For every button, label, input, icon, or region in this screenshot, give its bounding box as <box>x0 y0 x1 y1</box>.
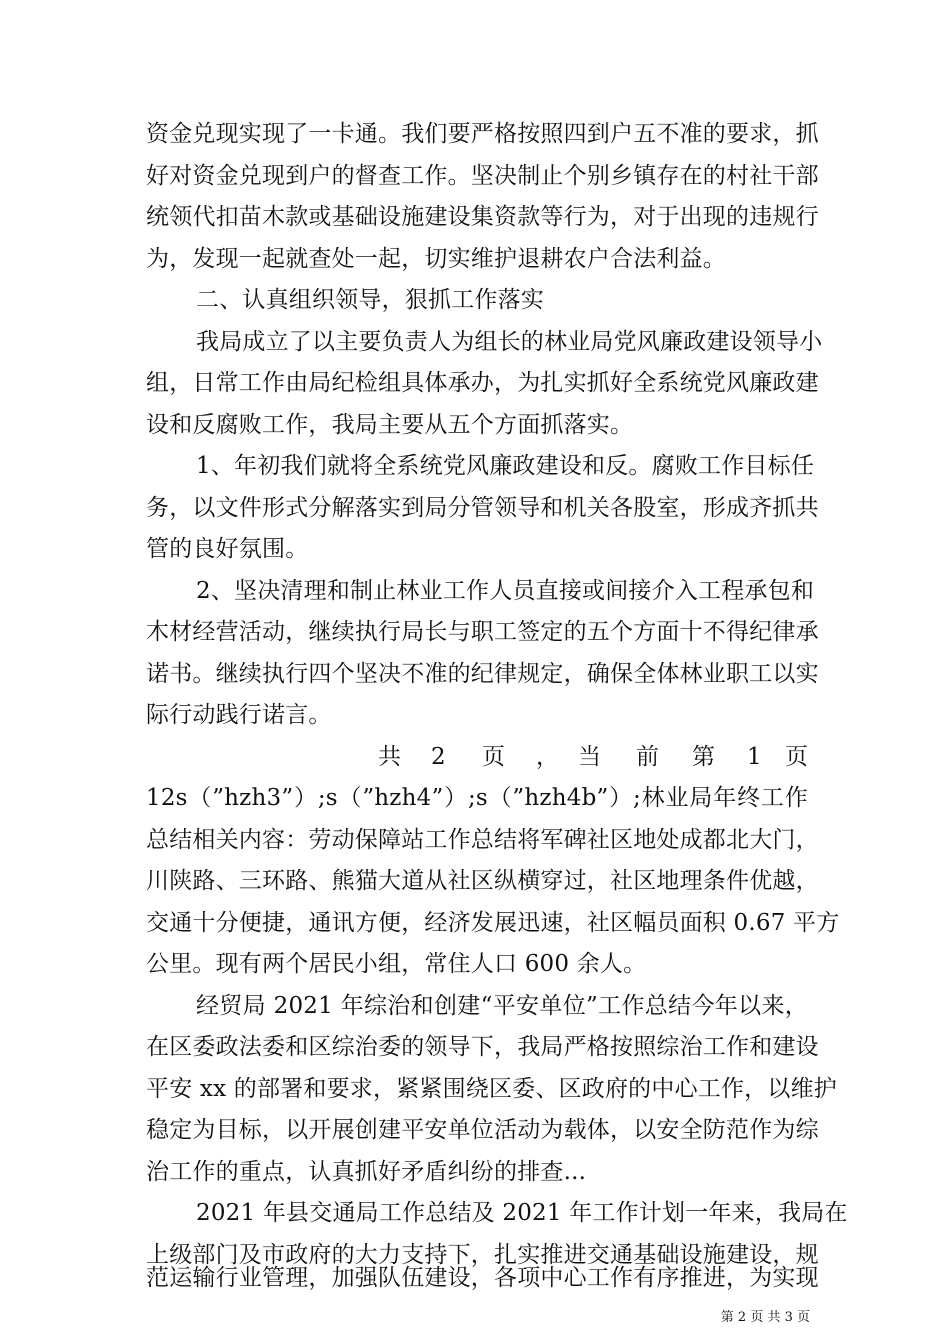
page-count-total-num: 2 <box>431 744 446 770</box>
page-count-comma: ， <box>536 744 559 770</box>
body-line: 川陕路、三环路、熊猫大道从社区纵横穿过，社区地理条件优越， <box>146 868 819 894</box>
page-count-current2: 前 <box>636 744 659 770</box>
body-line: 上级部门及市政府的大力支持下，扎实推进交通基础设施建设，规 <box>146 1242 819 1268</box>
body-line: 诺书。继续执行四个坚决不准的纪律规定，确保全体林业职工以实 <box>146 661 819 687</box>
body-line: 务，以文件形式分解落实到局分管领导和机关各股室，形成齐抓共 <box>146 495 819 521</box>
page-count-current: 当 <box>578 744 601 770</box>
body-line: 为，发现一起就查处一起，切实维护退耕农户合法利益。 <box>146 246 726 272</box>
body-line: 交通十分便捷，通讯方便，经济发展迅速，社区幅员面积 0.67 平方 <box>146 910 840 936</box>
body-line: 我局成立了以主要负责人为组长的林业局党风廉政建设领导小 <box>196 329 823 355</box>
body-line: 资金兑现实现了一卡通。我们要严格按照四到户五不准的要求，抓 <box>146 121 819 147</box>
body-line: 平安 xx 的部署和要求，紧紧围绕区委、区政府的中心工作，以维护 <box>146 1076 837 1102</box>
page-count-unit: 页 <box>482 744 505 770</box>
body-line: 组，日常工作由局纪检组具体承办，为扎实抓好全系统党风廉政建 <box>146 370 819 396</box>
body-line: 好对资金兑现到户的督查工作。坚决制止个别乡镇存在的村社干部 <box>146 163 819 189</box>
body-line: 治工作的重点，认真抓好矛盾纠纷的排查... <box>146 1159 587 1185</box>
body-line: 稳定为目标，以开展创建平安单位活动为载体，以安全防范作为综 <box>146 1117 819 1143</box>
page-count-ordinal: 第 <box>692 744 715 770</box>
body-line: 在区委政法委和区综治委的领导下，我局严格按照综治工作和建设 <box>146 1034 819 1060</box>
page-count-total: 共 <box>378 744 401 770</box>
page-footer: 第 2 页 共 3 页 <box>720 1310 810 1325</box>
body-line: 12s（”hzh3”）;s（”hzh4”）;s（”hzh4b”）;林业局年终工作 <box>146 785 808 811</box>
page-count-current-num: 1 <box>747 744 762 770</box>
body-line: 总结相关内容：劳动保障站工作总结将军碑社区地处成都北大门， <box>146 827 819 853</box>
section-heading: 二、认真组织领导，狠抓工作落实 <box>196 287 544 313</box>
body-line: 设和反腐败工作，我局主要从五个方面抓落实。 <box>146 412 634 438</box>
body-line: 1、年初我们就将全系统党风廉政建设和反。腐败工作目标任 <box>196 453 815 479</box>
body-line: 2021 年县交通局工作总结及 2021 年工作计划一年来，我局在 <box>196 1200 848 1226</box>
body-line: 统领代扣苗木款或基础设施建设集资款等行为，对于出现的违规行 <box>146 204 819 230</box>
page-count-current-unit: 页 <box>785 744 808 770</box>
body-line: 经贸局 2021 年综治和创建“平安单位”工作总结今年以来， <box>196 993 808 1019</box>
body-line: 范运输行业管理，加强队伍建设，各项中心工作有序推进，为实现 <box>146 1265 819 1291</box>
body-line: 2、坚决清理和制止林业工作人员直接或间接介入工程承包和 <box>196 578 815 604</box>
body-line: 木材经营活动，继续执行局长与职工签定的五个方面十不得纪律承 <box>146 619 819 645</box>
body-line: 公里。现有两个居民小组，常住人口 600 余人。 <box>146 951 647 977</box>
body-line: 际行动践行诺言。 <box>146 702 332 728</box>
body-line: 管的良好氛围。 <box>146 536 309 562</box>
